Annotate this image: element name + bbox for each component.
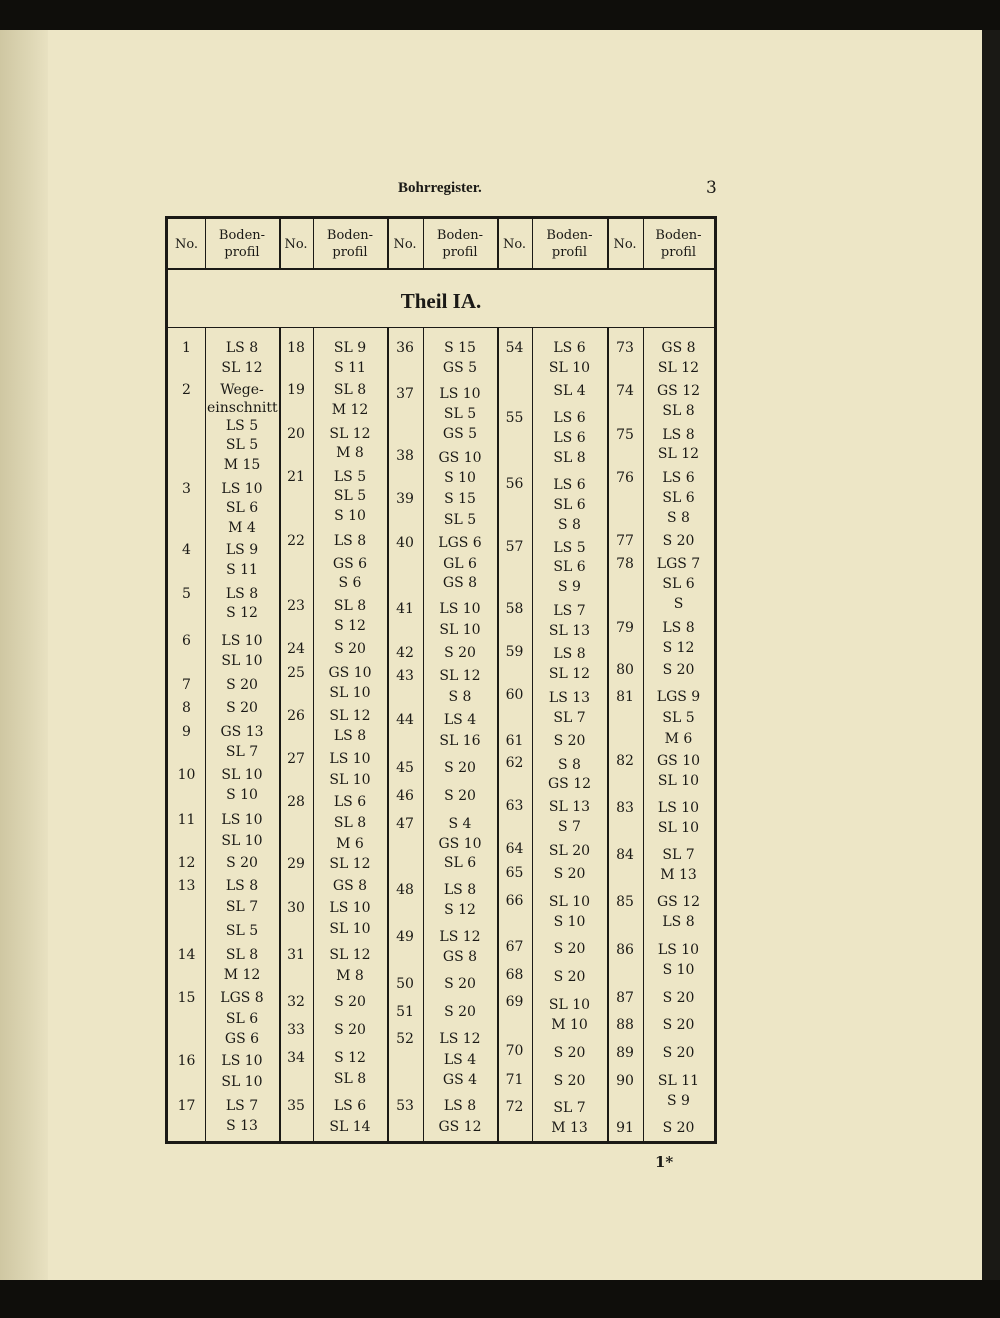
- soil-profile-entry: SL 6: [225, 500, 259, 516]
- signature-mark: 1*: [655, 1153, 674, 1171]
- soil-profile-entry: S 20: [444, 788, 476, 804]
- soil-profile-entry: SL 10: [329, 772, 371, 788]
- soil-profile-entry: S 10: [226, 787, 258, 803]
- soil-profile-entry: S 20: [226, 677, 258, 693]
- soil-profile-entry: GS 5: [442, 426, 478, 442]
- bore-number: 37: [396, 386, 414, 402]
- soil-profile-entry: S 20: [662, 1045, 695, 1061]
- soil-profile-entry: GS 4: [442, 1072, 478, 1088]
- soil-profile-entry: Wege-: [220, 382, 264, 398]
- soil-profile-entry: S 15: [444, 340, 476, 356]
- soil-profile-entry: GS 10: [438, 450, 482, 466]
- bore-number: 69: [505, 994, 524, 1010]
- soil-profile-entry: SL 8: [333, 1071, 367, 1087]
- soil-profile-entry: SL 6: [553, 497, 586, 513]
- soil-profile-entry: S 12: [444, 902, 476, 918]
- soil-profile-entry: SL 6: [662, 490, 695, 506]
- soil-profile-entry: SL 7: [553, 1100, 586, 1116]
- bore-number: 61: [505, 733, 524, 749]
- soil-profile-entry: LS 8: [225, 340, 259, 356]
- soil-profile-entry: GS 10: [656, 753, 701, 769]
- soil-profile-entry: SL 20: [548, 843, 591, 859]
- bore-number: 3: [182, 481, 191, 497]
- bore-number: 16: [177, 1053, 196, 1069]
- soil-profile-entry: SL 5: [333, 488, 367, 504]
- bore-number: 64: [505, 841, 524, 857]
- soil-profile-entry: M 8: [336, 968, 364, 984]
- soil-profile-entry: S 20: [444, 645, 476, 661]
- soil-profile-entry: S 11: [226, 562, 258, 578]
- soil-profile-entry: GS 5: [442, 360, 478, 376]
- bore-number: 46: [396, 788, 414, 804]
- bore-number: 9: [182, 724, 191, 740]
- soil-profile-entry: SL 12: [329, 426, 371, 442]
- soil-profile-entry: LGS 9: [656, 689, 701, 705]
- soil-profile-entry: S 8: [558, 517, 581, 533]
- soil-profile-entry: SL 8: [333, 382, 367, 398]
- bore-number: 12: [177, 855, 196, 871]
- bore-number: 45: [396, 760, 414, 776]
- soil-profile-entry: LS 12: [439, 929, 481, 945]
- soil-profile-entry: SL 10: [657, 773, 700, 789]
- soil-profile-entry: SL 6: [662, 576, 695, 592]
- soil-profile-entry: S 20: [662, 1120, 695, 1136]
- soil-profile-entry: S 20: [553, 969, 586, 985]
- bore-number: 6: [182, 633, 191, 649]
- bore-number: 10: [177, 767, 196, 783]
- page-right-edge: [982, 30, 1000, 1280]
- bore-number: 18: [287, 340, 305, 356]
- bore-number: 7: [182, 677, 191, 693]
- book-gutter-shadow: [0, 30, 48, 1280]
- soil-profile-entry: LS 10: [329, 900, 371, 916]
- soil-profile-entry: LGS 8: [220, 990, 264, 1006]
- bore-number: 44: [396, 712, 414, 728]
- soil-profile-entry: SL 12: [657, 360, 700, 376]
- soil-profile-entry: SL 11: [657, 1073, 700, 1089]
- soil-profile-entry: LS 6: [553, 430, 586, 446]
- soil-profile-entry: M 15: [223, 457, 261, 473]
- soil-profile-entry: SL 16: [439, 733, 481, 749]
- soil-profile-entry: GS 10: [328, 665, 372, 681]
- bore-number: 88: [616, 1017, 634, 1033]
- soil-profile-entry: S 12: [226, 605, 258, 621]
- soil-profile-entry: SL 7: [553, 710, 586, 726]
- bore-number: 31: [287, 947, 305, 963]
- bore-number: 5: [182, 586, 191, 602]
- bore-number: 48: [396, 882, 414, 898]
- soil-profile-entry: LS 9: [225, 542, 259, 558]
- soil-profile-entry: SL 13: [548, 799, 591, 815]
- soil-profile-entry: SL 5: [225, 923, 259, 939]
- bore-number: 51: [396, 1004, 414, 1020]
- bore-number: 40: [396, 535, 414, 551]
- soil-profile-entry: einschnitt: [207, 400, 278, 416]
- soil-profile-entry: LS 8: [662, 620, 695, 636]
- bore-number: 58: [505, 601, 524, 617]
- soil-profile-entry: M 13: [660, 867, 697, 883]
- column-header-bodenprofil: Boden- profil: [655, 228, 702, 260]
- soil-profile-entry: LS 7: [225, 1098, 259, 1114]
- bore-number: 49: [396, 929, 414, 945]
- soil-profile-entry: GS 8: [661, 340, 696, 356]
- soil-profile-entry: SL 8: [333, 598, 367, 614]
- bore-number: 1: [182, 340, 191, 356]
- column-rule: [279, 328, 281, 1141]
- soil-profile-entry: SL 4: [553, 383, 586, 399]
- bore-number: 30: [287, 900, 305, 916]
- soil-profile-entry: S 20: [444, 976, 476, 992]
- bore-number: 50: [396, 976, 414, 992]
- soil-profile-entry: LS 10: [221, 633, 263, 649]
- soil-profile-entry: SL 10: [548, 997, 591, 1013]
- column-header-bodenprofil: Boden- profil: [326, 228, 374, 260]
- bore-number: 43: [396, 668, 414, 684]
- soil-profile-entry: S 20: [662, 533, 695, 549]
- soil-profile-entry: SL 10: [329, 685, 371, 701]
- soil-profile-entry: LS 10: [329, 751, 371, 767]
- soil-profile-entry: LGS 6: [438, 535, 482, 551]
- bore-number: 60: [505, 687, 524, 703]
- soil-profile-entry: SL 12: [329, 947, 371, 963]
- soil-profile-entry: GS 8: [332, 878, 368, 894]
- bore-number: 83: [616, 800, 634, 816]
- soil-profile-entry: SL 13: [548, 623, 591, 639]
- soil-profile-entry: LS 8: [662, 427, 695, 443]
- running-header: Bohrregister.: [398, 180, 482, 196]
- soil-profile-entry: SL 10: [221, 833, 263, 849]
- column-rule: [532, 328, 533, 1141]
- bore-number: 72: [505, 1099, 524, 1115]
- soil-profile-entry: SL 10: [221, 653, 263, 669]
- column-rule: [205, 328, 206, 1141]
- soil-profile-entry: SL 8: [225, 947, 259, 963]
- soil-profile-entry: S 12: [662, 640, 695, 656]
- soil-profile-entry: M 10: [551, 1017, 588, 1033]
- bore-number: 29: [287, 856, 305, 872]
- soil-profile-entry: SL 7: [662, 847, 695, 863]
- bore-number: 80: [616, 662, 634, 678]
- soil-profile-entry: LS 10: [221, 1053, 263, 1069]
- soil-profile-entry: S 20: [334, 641, 366, 657]
- bore-number: 71: [505, 1072, 524, 1088]
- soil-profile-entry: S 20: [662, 1017, 695, 1033]
- bore-number: 55: [505, 410, 524, 426]
- soil-profile-entry: GS 12: [656, 383, 701, 399]
- bore-number: 13: [177, 878, 196, 894]
- soil-profile-entry: S 20: [553, 941, 586, 957]
- soil-profile-entry: S 12: [334, 1050, 366, 1066]
- soil-profile-entry: M 8: [336, 445, 364, 461]
- soil-profile-entry: M 12: [223, 967, 261, 983]
- soil-profile-entry: LS 12: [439, 1031, 481, 1047]
- bore-number: 90: [616, 1073, 634, 1089]
- soil-profile-entry: LS 8: [333, 533, 367, 549]
- bore-number: 86: [616, 942, 634, 958]
- bore-number: 34: [287, 1050, 305, 1066]
- bore-number: 63: [505, 798, 524, 814]
- bore-number: 70: [505, 1043, 524, 1059]
- bore-number: 84: [616, 847, 634, 863]
- soil-profile-entry: S 20: [334, 994, 366, 1010]
- soil-profile-entry: LS 10: [439, 601, 481, 617]
- bore-number: 19: [287, 382, 305, 398]
- soil-profile-entry: LS 4: [443, 1052, 477, 1068]
- soil-profile-entry: LS 6: [662, 470, 695, 486]
- column-header-no: No.: [393, 236, 417, 252]
- soil-profile-entry: S 8: [448, 689, 472, 705]
- soil-profile-entry: S 20: [226, 700, 258, 716]
- soil-profile-entry: LS 7: [553, 603, 586, 619]
- section-rule: [168, 327, 714, 328]
- column-header-bodenprofil: Boden- profil: [436, 228, 484, 260]
- soil-profile-entry: SL 8: [333, 815, 367, 831]
- soil-profile-entry: SL 9: [333, 340, 367, 356]
- bore-number: 8: [182, 700, 191, 716]
- bore-number: 17: [177, 1098, 196, 1114]
- bore-number: 35: [287, 1098, 305, 1114]
- bore-number: 79: [616, 620, 634, 636]
- soil-profile-entry: S 6: [338, 575, 362, 591]
- soil-profile-entry: SL 5: [225, 437, 259, 453]
- soil-profile-entry: S 13: [226, 1118, 258, 1134]
- soil-profile-entry: LS 6: [333, 1098, 367, 1114]
- soil-profile-entry: S 11: [334, 360, 366, 376]
- soil-profile-entry: LS 8: [443, 882, 477, 898]
- bore-number: 41: [396, 601, 414, 617]
- soil-profile-entry: M 6: [336, 836, 364, 852]
- soil-profile-entry: S 20: [553, 1045, 586, 1061]
- bore-number: 78: [616, 556, 634, 572]
- soil-profile-entry: S 8: [558, 757, 581, 773]
- bore-number: 38: [396, 448, 414, 464]
- bore-number: 23: [287, 598, 305, 614]
- bore-number: 28: [287, 794, 305, 810]
- soil-profile-entry: LS 6: [553, 340, 586, 356]
- soil-profile-entry: SL 10: [657, 820, 700, 836]
- column-header-bodenprofil: Boden- profil: [546, 228, 593, 260]
- bore-number: 22: [287, 533, 305, 549]
- bore-number: 52: [396, 1031, 414, 1047]
- soil-profile-entry: SL 10: [329, 921, 371, 937]
- soil-profile-entry: SL 5: [443, 512, 477, 528]
- soil-profile-entry: SL 5: [443, 406, 477, 422]
- soil-profile-entry: S 10: [662, 962, 695, 978]
- bore-number: 42: [396, 645, 414, 661]
- bore-number: 21: [287, 469, 305, 485]
- bore-number: 39: [396, 491, 414, 507]
- soil-profile-entry: SL 10: [548, 360, 591, 376]
- bore-number: 24: [287, 641, 305, 657]
- soil-profile-entry: S: [673, 596, 684, 612]
- soil-profile-entry: SL 6: [225, 1011, 259, 1027]
- bore-register-table: [165, 216, 717, 1144]
- soil-profile-entry: SL 10: [221, 1074, 263, 1090]
- bore-number: 85: [616, 894, 634, 910]
- bore-number: 76: [616, 470, 634, 486]
- soil-profile-entry: S 15: [444, 491, 476, 507]
- column-header-no: No.: [284, 236, 308, 252]
- soil-profile-entry: LS 8: [662, 914, 695, 930]
- soil-profile-entry: GS 12: [438, 1119, 482, 1135]
- soil-profile-entry: M 4: [228, 520, 256, 536]
- bore-number: 66: [505, 893, 524, 909]
- bore-number: 47: [396, 816, 414, 832]
- bore-number: 65: [505, 865, 524, 881]
- soil-profile-entry: GS 6: [224, 1031, 260, 1047]
- column-rule: [313, 328, 314, 1141]
- column-header-no: No.: [613, 236, 637, 252]
- bore-number: 11: [177, 812, 196, 828]
- soil-profile-entry: LS 5: [553, 540, 586, 556]
- soil-profile-entry: LS 10: [439, 386, 481, 402]
- column-header-bodenprofil: Boden- profil: [218, 228, 266, 260]
- soil-profile-entry: S 8: [667, 510, 690, 526]
- bore-number: 26: [287, 708, 305, 724]
- bore-number: 75: [616, 427, 634, 443]
- bore-number: 15: [177, 990, 196, 1006]
- soil-profile-entry: S 20: [444, 760, 476, 776]
- page-number: 3: [706, 178, 717, 198]
- soil-profile-entry: SL 7: [225, 744, 259, 760]
- soil-profile-entry: S 20: [662, 662, 695, 678]
- soil-profile-entry: SL 14: [329, 1119, 371, 1135]
- soil-profile-entry: SL 12: [329, 708, 371, 724]
- bore-number: 91: [616, 1120, 634, 1136]
- bore-number: 33: [287, 1022, 305, 1038]
- soil-profile-entry: LS 4: [443, 712, 477, 728]
- soil-profile-entry: SL 10: [221, 767, 263, 783]
- soil-profile-entry: GS 8: [442, 575, 478, 591]
- bore-number: 36: [396, 340, 414, 356]
- soil-profile-entry: LS 8: [333, 728, 367, 744]
- soil-profile-entry: S 10: [553, 914, 586, 930]
- soil-profile-entry: S 9: [667, 1093, 690, 1109]
- soil-profile-entry: SL 12: [221, 360, 263, 376]
- soil-profile-entry: S 20: [662, 990, 695, 1006]
- soil-profile-entry: LS 8: [225, 878, 259, 894]
- soil-profile-entry: SL 6: [443, 855, 477, 871]
- soil-profile-entry: SL 8: [662, 403, 695, 419]
- section-title: Theil IA.: [400, 289, 482, 313]
- soil-profile-entry: S 9: [558, 579, 581, 595]
- column-rule: [423, 328, 424, 1141]
- soil-profile-entry: SL 6: [553, 559, 586, 575]
- bore-number: 57: [505, 539, 524, 555]
- bore-number: 68: [505, 967, 524, 983]
- soil-profile-entry: SL 5: [662, 710, 695, 726]
- soil-profile-entry: LS 10: [221, 812, 263, 828]
- soil-profile-entry: LS 6: [553, 477, 586, 493]
- soil-profile-entry: SL 12: [329, 856, 371, 872]
- bore-number: 87: [616, 990, 634, 1006]
- soil-profile-entry: S 20: [553, 866, 586, 882]
- soil-profile-entry: LS 6: [333, 794, 367, 810]
- column-header-no: No.: [502, 236, 527, 252]
- bore-number: 59: [505, 644, 524, 660]
- soil-profile-entry: LGS 7: [656, 556, 701, 572]
- soil-profile-entry: S 20: [334, 1022, 366, 1038]
- soil-profile-entry: LS 8: [225, 586, 259, 602]
- bore-number: 73: [616, 340, 634, 356]
- bore-number: 53: [396, 1098, 414, 1114]
- soil-profile-entry: GS 8: [442, 949, 478, 965]
- soil-profile-entry: LS 6: [553, 410, 586, 426]
- soil-profile-entry: GL 6: [443, 556, 477, 572]
- bore-number: 62: [505, 755, 524, 771]
- bore-number: 82: [616, 753, 634, 769]
- bore-number: 67: [505, 939, 524, 955]
- soil-profile-entry: GS 13: [220, 724, 264, 740]
- soil-profile-entry: SL 8: [553, 450, 586, 466]
- bore-number: 2: [182, 382, 191, 398]
- bore-number: 89: [616, 1045, 634, 1061]
- bore-number: 77: [616, 533, 634, 549]
- soil-profile-entry: SL 10: [548, 894, 591, 910]
- soil-profile-entry: GS 6: [332, 556, 368, 572]
- soil-profile-entry: S 20: [553, 1073, 586, 1089]
- soil-profile-entry: LS 8: [553, 646, 586, 662]
- column-header-no: No.: [174, 236, 199, 252]
- bore-number: 20: [287, 426, 305, 442]
- soil-profile-entry: SL 10: [439, 622, 481, 638]
- soil-profile-entry: SL 12: [657, 446, 700, 462]
- soil-profile-entry: SL 12: [548, 666, 591, 682]
- soil-profile-entry: LS 13: [548, 690, 591, 706]
- soil-profile-entry: SL 12: [439, 668, 481, 684]
- bore-number: 27: [287, 751, 305, 767]
- soil-profile-entry: GS 12: [656, 894, 701, 910]
- bore-number: 74: [616, 383, 634, 399]
- soil-profile-entry: S 20: [226, 855, 258, 871]
- bore-number: 54: [505, 340, 524, 356]
- soil-profile-entry: S 12: [334, 618, 366, 634]
- soil-profile-entry: S 10: [444, 470, 476, 486]
- soil-profile-entry: S 4: [448, 816, 472, 832]
- soil-profile-entry: M 12: [331, 402, 369, 418]
- soil-profile-entry: LS 5: [225, 418, 259, 434]
- soil-profile-entry: LS 10: [657, 942, 700, 958]
- soil-profile-entry: S 20: [444, 1004, 476, 1020]
- soil-profile-entry: M 13: [551, 1120, 588, 1136]
- soil-profile-entry: SL 7: [225, 899, 259, 915]
- bore-number: 32: [287, 994, 305, 1010]
- soil-profile-entry: S 7: [558, 819, 581, 835]
- soil-profile-entry: M 6: [664, 731, 693, 747]
- bore-number: 81: [616, 689, 634, 705]
- soil-profile-entry: GS 12: [547, 776, 592, 792]
- soil-profile-entry: LS 5: [333, 469, 367, 485]
- soil-profile-entry: S 20: [553, 733, 586, 749]
- soil-profile-entry: S 10: [334, 508, 366, 524]
- bore-number: 25: [287, 665, 305, 681]
- soil-profile-entry: LS 10: [221, 481, 263, 497]
- bore-number: 56: [505, 476, 524, 492]
- soil-profile-entry: LS 8: [443, 1098, 477, 1114]
- soil-profile-entry: GS 10: [438, 836, 482, 852]
- bore-number: 4: [182, 542, 191, 558]
- bore-number: 14: [177, 947, 196, 963]
- soil-profile-entry: LS 10: [657, 800, 700, 816]
